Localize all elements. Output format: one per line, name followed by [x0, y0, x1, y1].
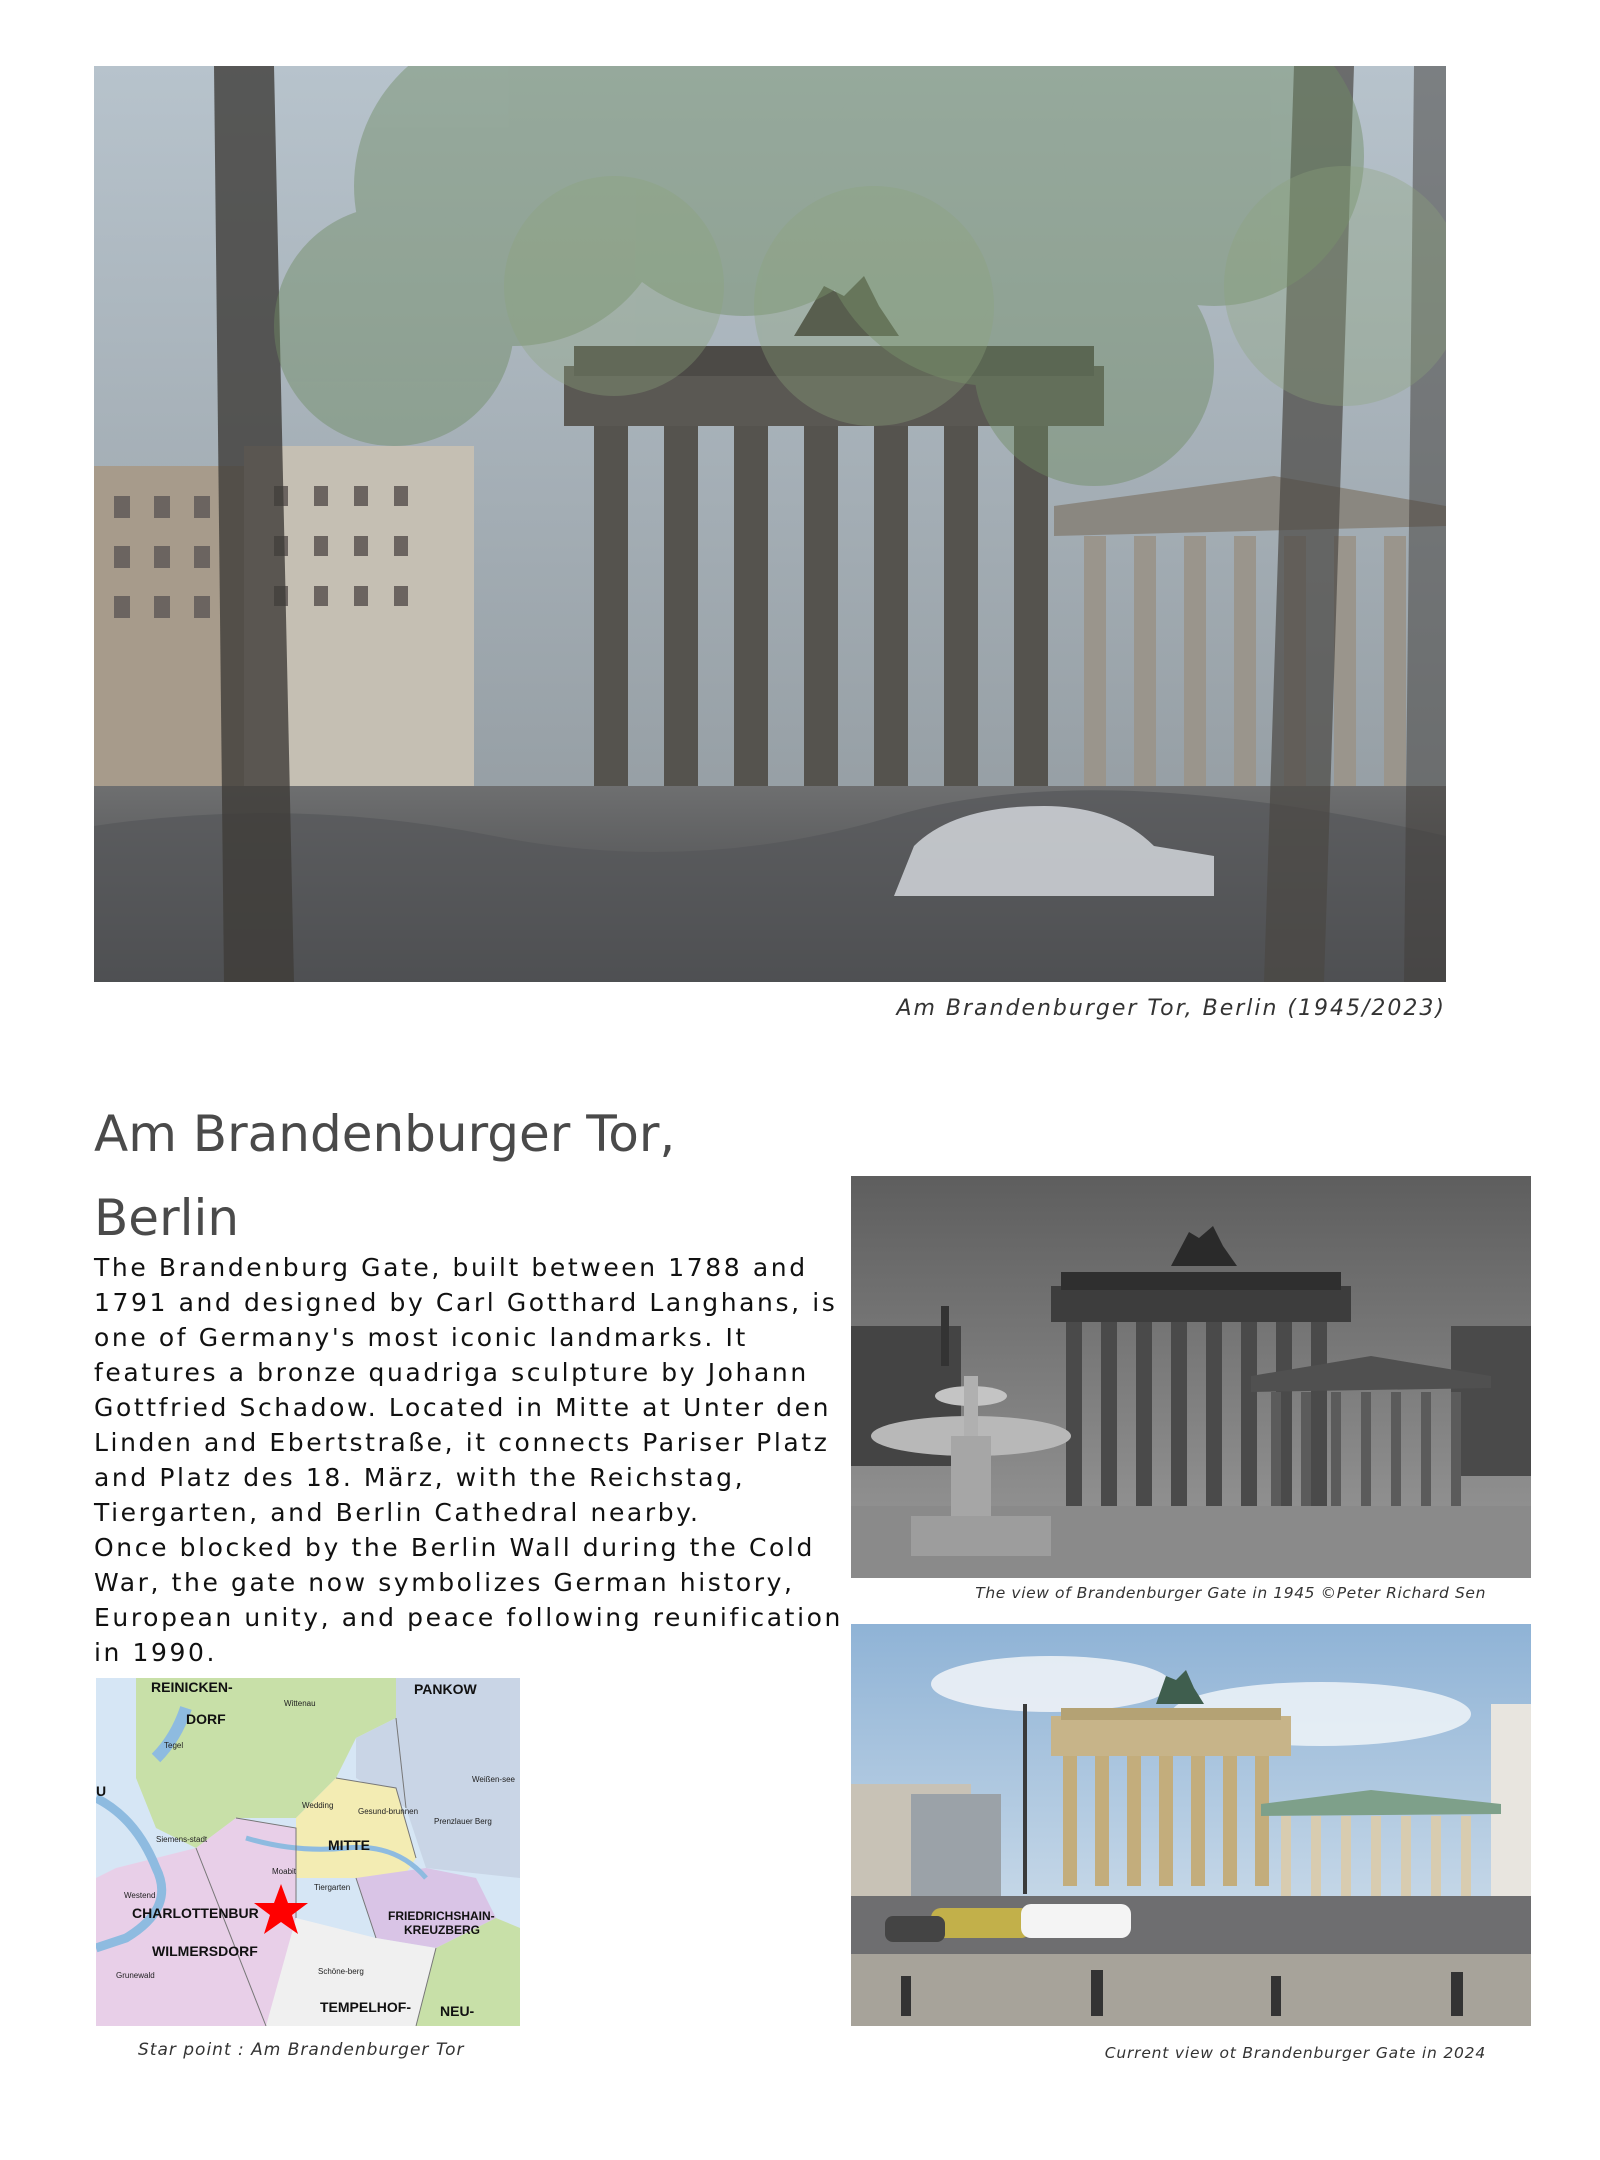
map-label-moabit: Moabit [272, 1867, 297, 1876]
map-label-tiergarten: Tiergarten [314, 1883, 351, 1892]
map-label-mitte: MITTE [328, 1837, 370, 1853]
map-label-wittenau: Wittenau [284, 1699, 316, 1708]
map-caption: Star point : Am Brandenburger Tor [138, 2040, 465, 2060]
berlin-district-map [96, 1678, 520, 2026]
map-drawing [96, 1678, 520, 2026]
map-label-tegel: Tegel [164, 1741, 184, 1750]
map-label-charlottenburg: CHARLOTTENBUR [132, 1905, 259, 1921]
photo-2024 [851, 1624, 1531, 2026]
photo-1945-caption: The view of Brandenburger Gate in 1945 ©Peter Richard Sen [975, 1584, 1486, 1602]
hero-photo [94, 66, 1446, 982]
map-label-reinickendorf: REINICKEN- [151, 1679, 233, 1695]
hero-photo-illustration [94, 66, 1446, 982]
map-label-tempelhof: TEMPELHOF- [320, 1999, 411, 2015]
map-label-wedding: Wedding [302, 1801, 334, 1810]
hero-caption: Am Brandenburger Tor, Berlin (1945/2023) [896, 996, 1446, 1021]
map-label-wilmersdorf: WILMERSDORF [152, 1943, 258, 1959]
map-label-u: U [96, 1783, 107, 1799]
photo-1945 [851, 1176, 1531, 1578]
map-label-neukoelln: NEU- [440, 2003, 475, 2019]
article-body [94, 1250, 854, 1670]
map-label-grunewald: Grunewald [116, 1971, 155, 1980]
photo-2024-illustration [851, 1624, 1531, 2026]
map-label-westend: Westend [124, 1891, 156, 1900]
map-label-schoeneberg: Schöne-berg [318, 1967, 364, 1976]
paragraph-cold-war: Once blocked by the Berlin Wall during the Cold War, the gate now symbolizes German history, European unity, and peace following reunification in 1990. [94, 1533, 843, 1667]
title-line-1: Am Brandenburger Tor, [94, 1105, 676, 1163]
page-title [94, 1092, 794, 1260]
paragraph-history: The Brandenburg Gate, built between 1788 and 1791 and designed by Carl Gotthard Langhans, is one of Germany's most iconic landmarks. It features a bronze quadriga sculpture by Johann Gottfried Schadow. Located in Mitte at Unter den Linden and Ebertstraße, it connects Pariser Platz and Platz des 18. März, with the Reichstag, Tiergarten, and Berlin Cathedral nearby. [94, 1253, 838, 1527]
photo-1945-illustration [851, 1176, 1531, 1578]
map-label-siemensstadt: Siemens-stadt [156, 1835, 208, 1844]
photo-2024-caption: Current view ot Brandenburger Gate in 2024 [1104, 2044, 1486, 2062]
map-label-friedrichshain: FRIEDRICHSHAIN- [388, 1909, 495, 1923]
map-label-dorf: DORF [186, 1711, 226, 1727]
map-label-prenzlauer: Prenzlauer Berg [434, 1817, 492, 1826]
title-line-2: Berlin [94, 1189, 240, 1247]
map-label-kreuzberg: KREUZBERG [404, 1923, 481, 1937]
map-label-weissensee: Weißen-see [472, 1775, 515, 1784]
map-label-pankow: PANKOW [414, 1681, 477, 1697]
map-label-gesundbrunnen: Gesund-brunnen [358, 1807, 419, 1816]
